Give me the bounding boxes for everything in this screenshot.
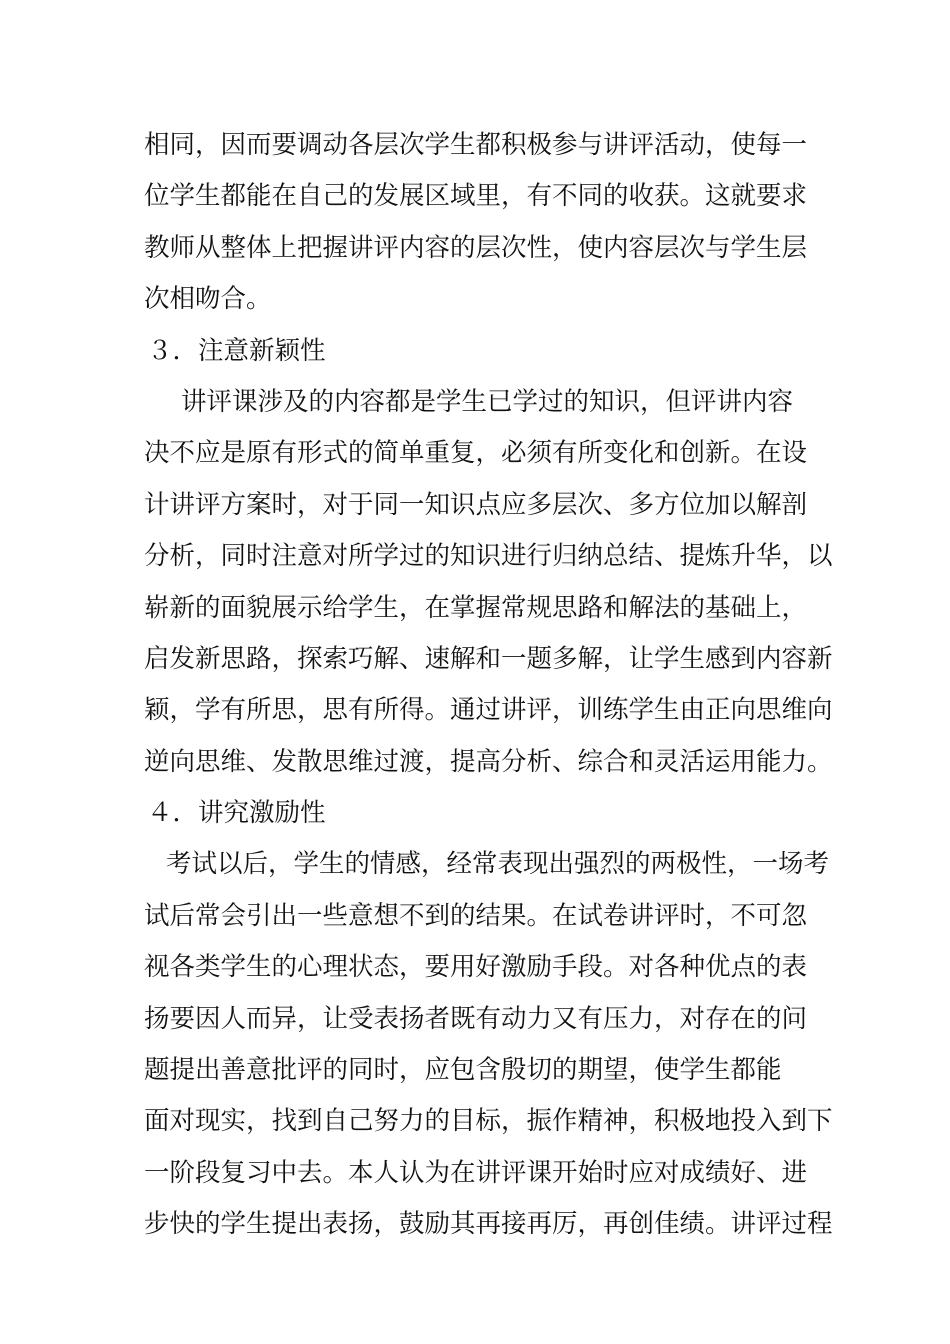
paragraph-line: 考试以后，学生的情感，经常表现出强烈的两极性，一场考 [166, 849, 830, 880]
section-heading-4: ４．讲究激励性 [147, 798, 326, 829]
paragraph-line: 教师从整体上把握讲评内容的层次性，使内容层次与学生层 [144, 232, 808, 263]
paragraph-line: 颖，学有所思，思有所得。通过讲评，训练学生由正向思维向 [144, 695, 833, 726]
paragraph-line: 步快的学生提出表扬，鼓励其再接再厉，再创佳绩。讲评过程 [144, 1209, 833, 1240]
paragraph-line: 讲评课涉及的内容都是学生已学过的知识，但评讲内容 [181, 386, 794, 417]
paragraph-line: 分析，同时注意对所学过的知识进行归纳总结、提炼升华，以 [144, 541, 833, 572]
paragraph-line: 面对现实，找到自己努力的目标，振作精神，积极地投入到下 [144, 1106, 833, 1137]
paragraph-line: 逆向思维、发散思维过渡，提高分析、综合和灵活运用能力。 [144, 746, 833, 777]
paragraph-line: 崭新的面貌展示给学生，在掌握常规思路和解法的基础上， [144, 592, 808, 623]
paragraph-line: 计讲评方案时，对于同一知识点应多层次、多方位加以解剖 [144, 489, 808, 520]
paragraph-line: 扬要因人而异，让受表扬者既有动力又有压力，对存在的问 [144, 1003, 808, 1034]
document-body [144, 120, 833, 1251]
paragraph-line: 视各类学生的心理状态，要用好激励手段。对各种优点的表 [144, 952, 808, 983]
paragraph-line: 位学生都能在自己的发展区域里，有不同的收获。这就要求 [144, 181, 808, 212]
paragraph-line: 试后常会引出一些意想不到的结果。在试卷讲评时，不可忽 [144, 900, 808, 931]
paragraph-line: 题提出善意批评的同时，应包含殷切的期望，使学生都能 [144, 1055, 782, 1086]
paragraph-line: 决不应是原有形式的简单重复，必须有所变化和创新。在设 [144, 438, 808, 469]
paragraph-line: 次相吻合。 [144, 284, 272, 315]
paragraph-line: 相同，因而要调动各层次学生都积极参与讲评活动，使每一 [144, 130, 808, 160]
paragraph-line: 启发新思路，探索巧解、速解和一题多解，让学生感到内容新 [144, 643, 833, 674]
section-heading-3: ３．注意新颖性 [147, 335, 326, 366]
paragraph-line: 一阶段复习中去。本人认为在讲评课开始时应对成绩好、进 [144, 1157, 808, 1188]
